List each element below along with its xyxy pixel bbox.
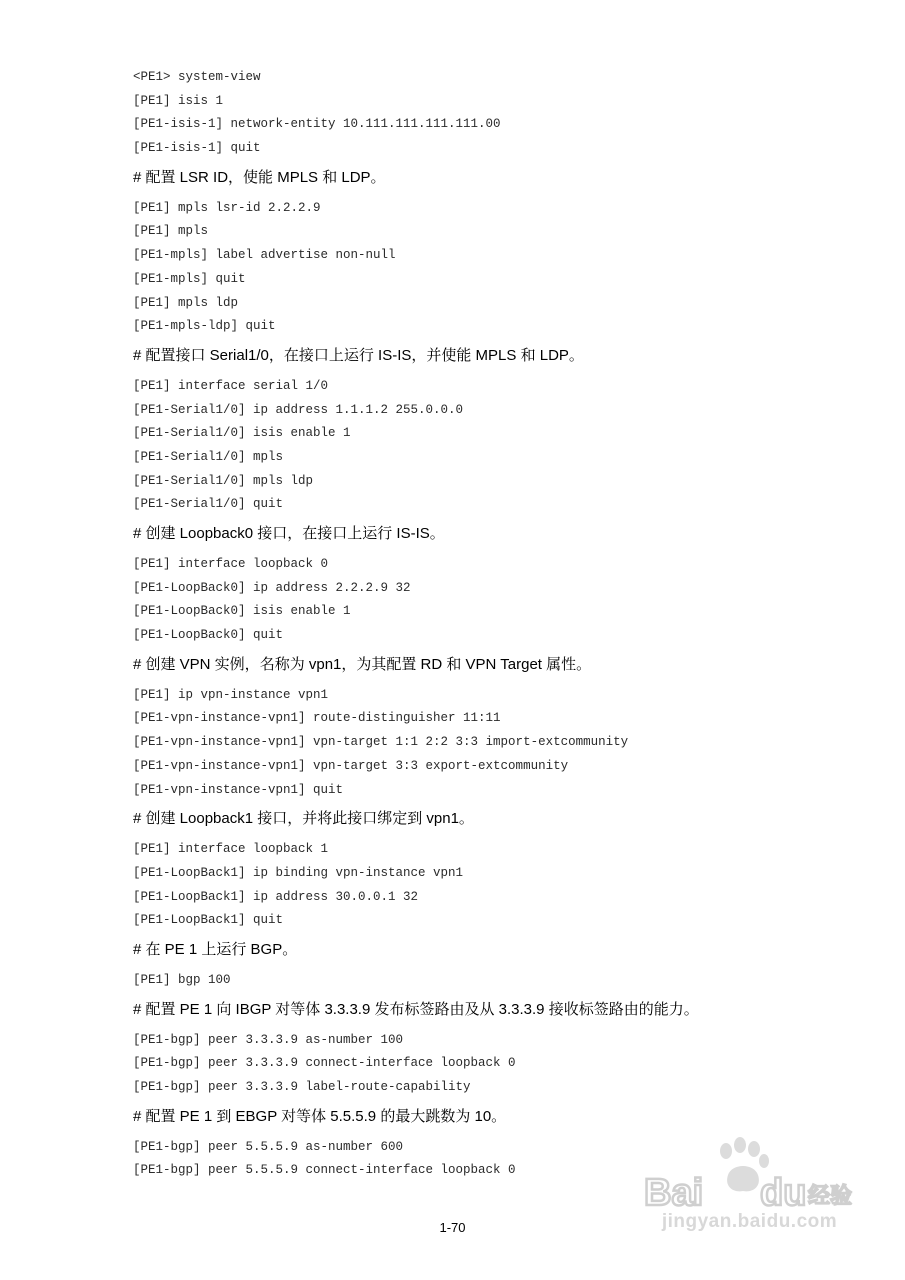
baidu-jingyan-watermark xyxy=(642,1135,857,1245)
section-heading: # 创建 Loopback0 接口，在接口上运行 IS-IS。 xyxy=(133,525,445,542)
code-block xyxy=(133,1029,833,1100)
code-block xyxy=(133,969,833,993)
code-line: [PE1-bgp] peer 3.3.3.9 label-route-capability xyxy=(133,1080,471,1094)
svg-text:经验: 经验 xyxy=(808,1184,853,1209)
code-line: [PE1] mpls xyxy=(133,224,209,239)
code-line: [PE1-bgp] peer 5.5.5.9 connect-interface loopback 0 xyxy=(133,1163,516,1178)
document-body xyxy=(133,66,833,1183)
code-line: [PE1-vpn-instance-vpn1] quit xyxy=(133,782,344,797)
code-line: [PE1-isis-1] network-entity 10.111.111.111.111.00 xyxy=(133,117,501,132)
code-line: [PE1-Serial1/0] ip address 1.1.1.2 255.0.0.0 xyxy=(133,402,464,417)
code-line: [PE1-Serial1/0] isis enable 1 xyxy=(133,426,351,441)
code-line: [PE1-Serial1/0] mpls xyxy=(133,449,284,464)
code-line: [PE1-bgp] peer 5.5.5.9 as-number 600 xyxy=(133,1139,404,1154)
code-block xyxy=(133,684,833,802)
code-line: [PE1] bgp 100 xyxy=(133,972,231,987)
code-line: [PE1-LoopBack1] quit xyxy=(133,913,284,928)
page-number: 1-70 xyxy=(439,1220,466,1235)
code-line: [PE1-LoopBack0] ip address 2.2.2.9 32 xyxy=(133,580,411,595)
code-line: [PE1-mpls] quit xyxy=(133,271,246,286)
code-line: [PE1-mpls] label advertise non-null xyxy=(133,248,396,263)
code-line: [PE1] ip vpn-instance vpn1 xyxy=(133,687,329,702)
code-block xyxy=(133,553,833,648)
code-line: [PE1] mpls ldp xyxy=(133,295,239,310)
code-line: [PE1-bgp] peer 3.3.3.9 connect-interface loopback 0 xyxy=(133,1056,516,1071)
code-line: [PE1-Serial1/0] quit xyxy=(133,497,284,512)
code-line: [PE1-LoopBack0] quit xyxy=(133,628,284,643)
section-heading: # 在 PE 1 上运行 BGP。 xyxy=(133,940,298,958)
code-line: [PE1-LoopBack0] isis enable 1 xyxy=(133,604,351,619)
section-heading: # 创建 Loopback1 接口，并将此接口绑定到 vpn1。 xyxy=(133,810,474,828)
code-line: [PE1-Serial1/0] mpls ldp xyxy=(133,473,314,488)
code-line: [PE1] interface serial 1/0 xyxy=(133,378,329,393)
section-heading: # 创建 VPN 实例，名称为 vpn1，为其配置 RD 和 VPN Target 属性。 xyxy=(133,655,592,673)
svg-text:du: du xyxy=(760,1172,807,1214)
code-line: <PE1> system-view xyxy=(133,70,261,84)
code-line: [PE1-vpn-instance-vpn1] vpn-target 3:3 export-extcommunity xyxy=(133,758,569,773)
code-line: [PE1-isis-1] quit xyxy=(133,141,261,156)
section-heading: # 配置 PE 1 向 IBGP 对等体 3.3.3.9 发布标签路由及从 3.3.3.9 接收标签路由的能力。 xyxy=(133,1000,699,1018)
baidu-logo-icon xyxy=(642,1135,857,1215)
code-line: [PE1] mpls lsr-id 2.2.2.9 xyxy=(133,200,321,215)
code-block xyxy=(133,66,833,161)
code-line: [PE1] isis 1 xyxy=(133,93,224,108)
code-line: [PE1-LoopBack1] ip binding vpn-instance vpn1 xyxy=(133,865,464,880)
svg-text:Bai: Bai xyxy=(644,1172,704,1214)
code-line: [PE1] interface loopback 0 xyxy=(133,557,329,571)
code-line: [PE1-vpn-instance-vpn1] route-distinguisher 11:11 xyxy=(133,711,501,726)
code-line: [PE1] interface loopback 1 xyxy=(133,842,329,857)
code-line: [PE1-mpls-ldp] quit xyxy=(133,319,276,334)
watermark-domain: jingyan.baidu.com xyxy=(661,1211,838,1232)
code-line: [PE1-bgp] peer 3.3.3.9 as-number 100 xyxy=(133,1032,404,1047)
section-heading: # 配置 LSR ID，使能 MPLS 和 LDP。 xyxy=(133,168,386,186)
code-block xyxy=(133,838,833,933)
section-heading: # 配置 PE 1 到 EBGP 对等体 5.5.5.9 的最大跳数为 10。 xyxy=(133,1107,507,1125)
code-line: [PE1-LoopBack1] ip address 30.0.0.1 32 xyxy=(133,889,419,904)
code-block xyxy=(133,375,833,517)
code-line: [PE1-vpn-instance-vpn1] vpn-target 1:1 2:2 3:3 import-extcommunity xyxy=(133,735,629,750)
code-block xyxy=(133,197,833,339)
section-heading: # 配置接口 Serial1/0，在接口上运行 IS-IS，并使能 MPLS 和 LDP。 xyxy=(133,346,584,364)
